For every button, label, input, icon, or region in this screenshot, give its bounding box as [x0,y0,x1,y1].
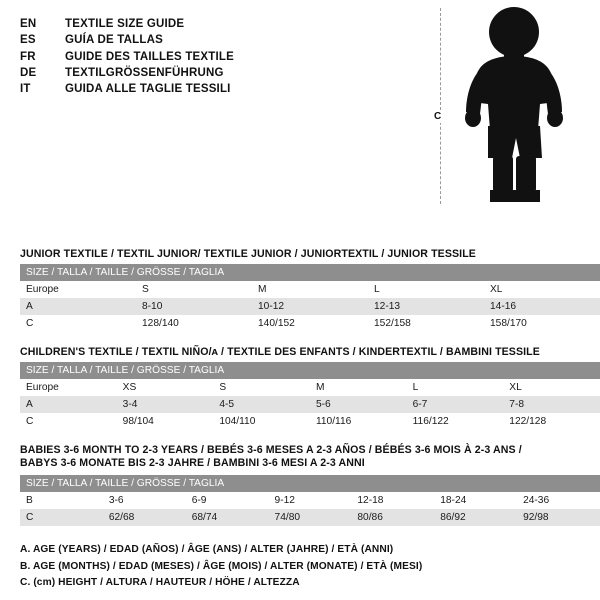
row-label: A [20,396,117,413]
cell: 80/86 [351,509,434,526]
cell: 104/110 [213,413,310,430]
cell: 158/170 [484,315,600,332]
cell: 68/74 [186,509,269,526]
cell: 9-12 [269,492,352,509]
language-title: GUIDE DES TAILLES TEXTILE [65,50,234,63]
cell: 12-18 [351,492,434,509]
cell: 86/92 [434,509,517,526]
table-header-row [20,475,600,492]
cell: 152/158 [368,315,484,332]
legend-line-c: C. (cm) HEIGHT / ALTURA / HAUTEUR / HÖHE / ALTEZZA [20,577,300,589]
row-label: C [20,509,103,526]
language-title: GUIDA ALLE TAGLIE TESSILI [65,83,231,96]
language-title: TEXTILGRÖSSENFÜHRUNG [65,66,224,79]
section-title-children: CHILDREN'S TEXTILE / TEXTIL NIÑO/ᴀ / TEXTILE DES ENFANTS / KINDERTEXTIL / BAMBINI TESSILE [20,345,540,358]
table-row [20,492,600,509]
row-label: C [20,413,117,430]
cell: XL [503,379,600,396]
cell: 62/68 [103,509,186,526]
cell: 7-8 [503,396,600,413]
language-title: GUÍA DE TALLAS [65,34,163,47]
legend-line-b: B. AGE (MONTHS) / EDAD (MESES) / ÂGE (MOIS) / ALTER (MONATE) / ETÀ (MESI) [20,560,423,572]
cell: 92/98 [517,509,600,526]
language-code: ES [20,34,36,47]
table-row [20,298,600,315]
cell: 128/140 [136,315,252,332]
section-junior [10,248,590,332]
height-measure-label: C [434,111,442,122]
language-code: EN [20,18,37,30]
section-title-babies-line1: BABIES 3-6 MONTH TO 2-3 YEARS / BEBÉS 3-6 MESES A 2-3 AÑOS / BÉBÉS 3-6 MOIS À 2-3 ANS / [20,443,522,456]
cell: M [310,379,407,396]
cell: 98/104 [117,413,214,430]
cell: 18-24 [434,492,517,509]
cell: 116/122 [407,413,504,430]
language-code: DE [20,66,37,79]
cell: XL [484,281,600,298]
cell: 140/152 [252,315,368,332]
measurement-figure [422,6,582,206]
table-row [20,379,600,396]
section-title-babies [20,444,590,472]
cell: S [136,281,252,298]
table-header-row [20,362,600,379]
section-children [10,346,590,430]
language-code: IT [20,83,31,96]
cell: 5-6 [310,396,407,413]
table-header-row [20,264,600,281]
babies-size-table [20,475,600,526]
cell: 3-6 [103,492,186,509]
table-row [20,315,600,332]
cell: 110/116 [310,413,407,430]
cell: 122/128 [503,413,600,430]
row-label: A [20,298,136,315]
row-label: B [20,492,103,509]
legend-line-a: A. AGE (YEARS) / EDAD (AÑOS) / ÂGE (ANS) / ALTER (JAHRE) / ETÀ (ANNI) [20,544,394,556]
cell: 74/80 [269,509,352,526]
junior-size-table [20,264,600,332]
section-title-junior: JUNIOR TEXTILE / TEXTIL JUNIOR/ TEXTILE JUNIOR / JUNIORTEXTIL / JUNIOR TESSILE [20,247,476,260]
language-code: FR [20,50,36,63]
height-measure-line [440,8,441,204]
child-silhouette-icon [448,6,580,204]
table-header-label: SIZE / TALLA / TAILLE / GRÖSSE / TAGLIA [20,264,600,281]
language-title: TEXTILE SIZE GUIDE [65,18,185,30]
section-babies [10,444,590,527]
table-header-label: SIZE / TALLA / TAILLE / GRÖSSE / TAGLIA [20,475,600,492]
cell: M [252,281,368,298]
table-row [20,509,600,526]
cell: 3-4 [117,396,214,413]
row-label: Europe [20,281,136,298]
table-row [20,281,600,298]
table-row [20,413,600,430]
cell: S [213,379,310,396]
children-size-table [20,362,600,430]
table-header-label: SIZE / TALLA / TAILLE / GRÖSSE / TAGLIA [20,362,600,379]
cell: XS [117,379,214,396]
cell: L [407,379,504,396]
cell: 10-12 [252,298,368,315]
cell: 14-16 [484,298,600,315]
cell: 6-7 [407,396,504,413]
table-row [20,396,600,413]
cell: 12-13 [368,298,484,315]
row-label: Europe [20,379,117,396]
legend-block [20,542,590,592]
cell: 6-9 [186,492,269,509]
row-label: C [20,315,136,332]
cell: 24-36 [517,492,600,509]
section-title-babies-line2: BABYS 3-6 MONATE BIS 2-3 JAHRE / BAMBINI 3-6 MESI A 2-3 ANNI [20,457,365,470]
cell: 4-5 [213,396,310,413]
cell: 8-10 [136,298,252,315]
cell: L [368,281,484,298]
